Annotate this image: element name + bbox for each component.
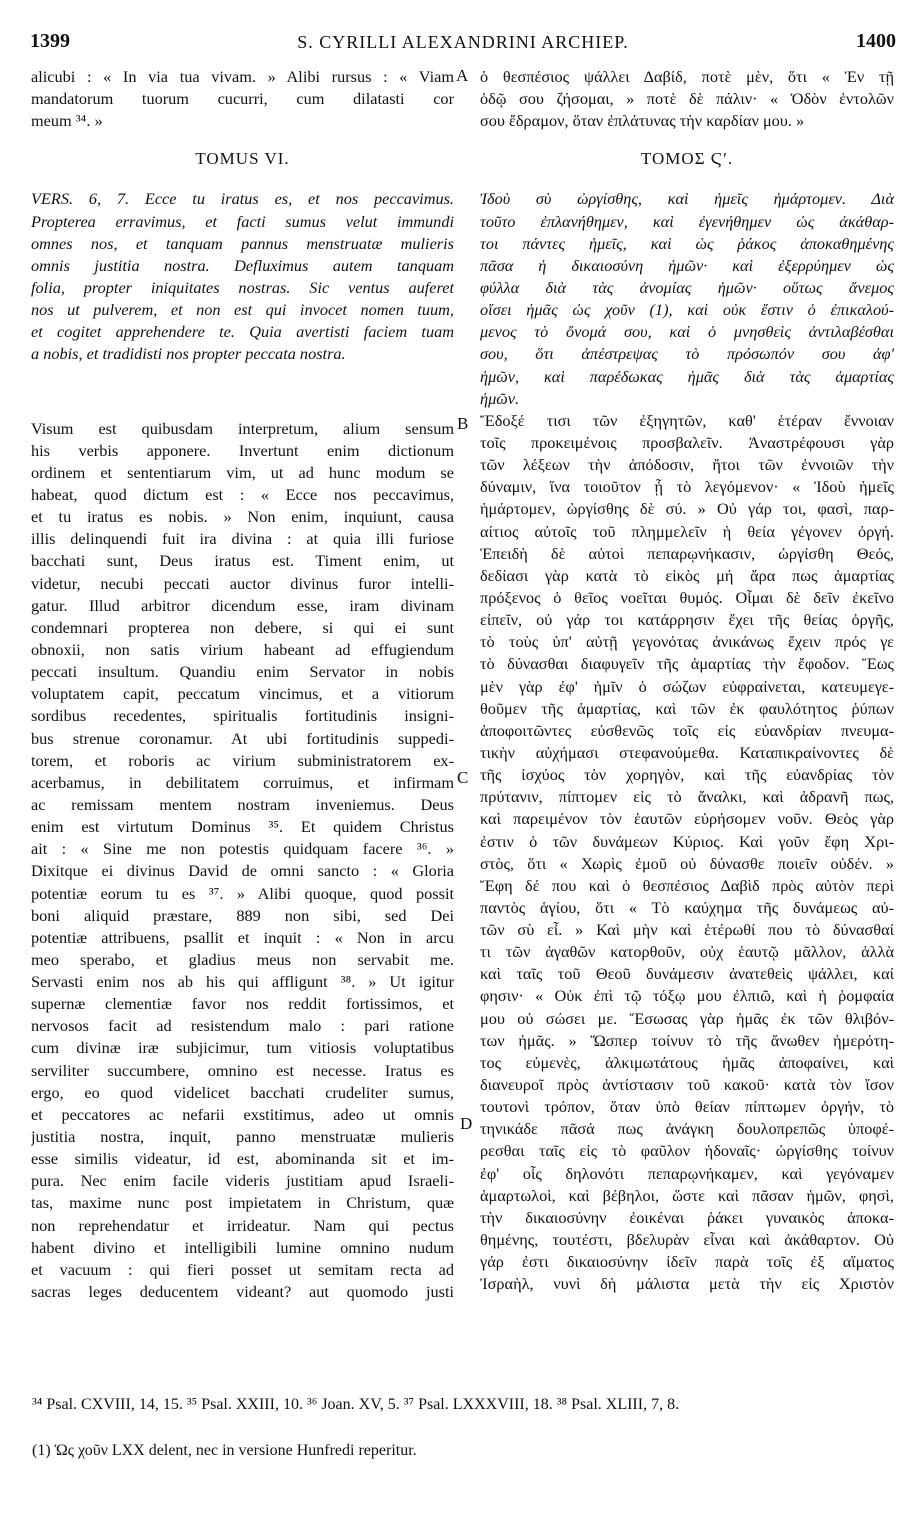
text-line: VERS. 6, 7. Ecce tu iratus es, et nos peccavimus. [31,189,454,209]
text-line: τοῖς προκειμένοις προσβαλεῖν. Ἀναστρέφουσι γὰρ [480,432,894,452]
latin-heading: TOMUS VI. [195,149,290,169]
text-line: folia, propter iniquitates nostras. Sic ventus auferet [31,277,454,297]
text-line: πρόξενος ὁ θεῖος νοεῖται θυμός. Οἶμαι δὲ δεῖν ἐκεῖνο [480,587,894,607]
text-line: non reprehendatur et irrideatur. Nam qui pectus [31,1215,454,1235]
section-marker-a: A [456,66,469,85]
text-line: δεδίασι γὰρ κατὰ τὸ εἰκὸς μή ἄρα πως ἁμαρτίας [480,565,894,585]
text-line: ἐφ' οἷς δηλονότι πεπαρῳνήκαμεν, καὶ γεγόναμεν [480,1163,894,1183]
text-line: et tu iratus es nobis. » Non enim, inquiunt, causa [31,507,454,527]
text-line: στὸς, ὅτι « Χωρὶς ἐμοῦ οὐ δύνασθε ποιεῖν οὐδέν. » [480,853,894,873]
text-line: ἁμαρτωλοὶ, καὶ βέβηλοι, ὥστε καὶ πᾶσαν ἡμῶν, φησὶ, [480,1185,894,1205]
text-line: habent divino et intelligibili lumine omnino nudum [31,1237,454,1257]
text-line: sordibus recedentes, spiritualis fortitudinis insigni- [31,706,454,726]
text-line: Dixitque ei divinus David de omni sancto : « Gloria [31,861,454,881]
text-line: μου οὐ σώσει με. Ἔσωσας γὰρ ἡμᾶς ἐκ τῶν θλιβόν- [480,1008,894,1028]
text-line: των ἡμᾶς. » Ὥσπερ τοίνυν τὸ τῆς ἄνωθεν ἡμερότη- [480,1030,894,1050]
text-line: sacras leges deducentem videant? aut quomodo justi [31,1282,454,1302]
text-line: et vacuum : qui fieri posset ut semitam recta ad [31,1259,454,1279]
section-marker-b: B [457,414,469,433]
text-line: καὶ παρειμένον τὸν ἑαυτῶν εὑρήσομεν νοῦν. Θεὸς γὰρ [480,809,894,829]
latin-column [31,66,454,1303]
text-line: τῆς ἰσχύος τὸν χορηγὸν, καὶ τῆς εὐανδρίας τὸν [480,765,894,785]
text-line: σου ἔδραμον, ὅταν ἐπλάτυνας τὴν καρδίαν μου. » [480,111,805,131]
text-line: justitia nostra, inquit, panno menstruatæ mulieris [31,1127,454,1147]
text-line: θημένης, τουτέστι, βδελυρὰν εἶναι καὶ ἀκάθαρτον. Οὐ [480,1230,894,1250]
text-line: σου, ὅτι ἀπέστρεψας τὸ πρόσωπόν σου ἀφ' [480,344,894,364]
text-line: torem, et roboris ac virium subministratorem ex- [31,750,454,770]
text-line: et cogitet apprehendere te. Quia avertisti faciem tuam [31,322,454,342]
text-line: omnis justitia nostra. Defluximus autem tanquam [31,255,454,275]
text-line: ait : « Sine me non potestis quidquam facere ³⁶. » [31,839,454,859]
text-line: ἐστιν ὁ τῶν δυνάμεων Κύριος. Καὶ γοῦν ἔφη Χρι- [480,831,894,851]
greek-heading: ΤΟΜΟΣ Ϛʹ. [640,149,734,169]
text-line: esse similis videatur, id est, abominanda sit et im- [31,1149,454,1169]
text-line: bacchati sunt, Deus iratus est. Timent enim, ut [31,551,454,571]
header-title: S. CYRILLI ALEXANDRINI ARCHIEP. [297,32,629,52]
text-line: obnoxii, non satis virium habeant ad effugiendum [31,639,454,659]
text-line: illis delinquendi fuit ira divina : at quia illi furiose [31,529,454,549]
text-line: meo sperabo, et gladius meus non servabit me. [31,949,454,969]
text-line: τι τῶν ἀγαθῶν κατορθοῦν, οὐχ ἑαυτῷ μᾶλλον, ἀλλὰ [480,942,894,962]
text-line: ἀποφοιτῶντες εὐσθενῶς τοῖς εἰς εὐανδρίαν πνευμα- [480,720,894,740]
text-line: ordinem et sententiarum vim, ut ad hunc modum se [31,462,454,482]
text-line: ρεσθαι ταῖς εἰς τὸ φαῦλον ἡδοναῖς· ὠργίσθης τοίνυν [480,1141,894,1161]
text-line: διανευροῖ πρὸς ἀντίστασιν τοῦ κακοῦ· κατὰ τὸν ἴσον [480,1075,894,1095]
latin-top-lines [31,66,454,132]
text-line: ἡμῶν. [480,388,520,408]
text-line: παντὸς ἁγίου, ὅτι « Τὸ καύχημα τῆς δυνάμεως αὐ- [480,897,894,917]
footnote: (1) Ὡς χοῦν LXX delent, nec in versione Hunfredi reperitur. [32,1442,417,1459]
text-line: supernæ clementiæ favor nos reddit fortissimos, et [31,994,454,1014]
text-line: acerbamus, in debilitatem corruimus, et infirmam [31,772,454,792]
text-line: μὲν γὰρ ἐφ' ἡμῖν ὁ σώζων εὐφραίνεται, κατευμεγε- [480,676,894,696]
text-line: habeat, quod dictum est : « Ecce nos peccavimus, [31,484,454,504]
text-line: Ἐπειδὴ δὲ αὐτοὶ πεπαρῳνήκασιν, ὠργίσθη Θεός, [480,543,894,563]
text-line: ergo, eo quod videlicet bacchati crudeliter sumus, [31,1082,454,1102]
text-line: omnes nos, et tanquam pannus menstruatæ mulieris [31,233,454,253]
text-line: τηνικάδε πᾶσά πως ἀνάγκη δουλοπρεπῶς ὑποφέ- [480,1119,894,1139]
text-line: θοῦμεν τῆς ἁμαρτίας, καὶ τῶν ἐκ φαυλότητος ῥύπων [480,698,894,718]
page-number-right: 1400 [856,30,896,52]
section-marker-c: C [457,768,469,787]
spacer [31,402,454,418]
text-line: πρύτανιν, πίπτομεν εἰς τὸ ἄναλκι, καὶ ἀδρανῆ πως, [480,787,894,807]
text-line: gatur. Illud arbitror dicendum esse, iram divinam [31,595,454,615]
text-line: τος εὐμενὲς, ἀλκιμωτάτους ἡμᾶς ἀποφαίνει, καὶ [480,1052,894,1072]
text-line: τὸ τοὺς ὑπ' αὐτῇ γεγονότας ἀνικάνως ἔχειν πρός γε [480,632,894,652]
text-line: videtur, necubi peccati auctor divinus furor intelli- [31,573,454,593]
text-line: τικὴν αὐχήμασι στεφανούμεθα. Καταπικραίνοντες δὲ [480,742,894,762]
text-line: et peccatores ac nefarii exstitimus, adeo ut omnis [31,1104,454,1124]
text-line: δύναμιν, ἵνα τοιοῦτον ᾖ τὸ λεγόμενον· « Ἰδοὺ ἡμεῖς [480,477,894,497]
text-line: alicubi : « In via tua vivam. » Alibi rursus : « Viam [31,67,454,86]
text-line: ὁδῷ σου ζήσομαι, » ποτὲ δὲ πάλιν· « Ὁδὸν ἐντολῶν [480,89,894,109]
text-line: a nobis, et tradidisti nos propter peccata nostra. [31,344,346,364]
text-line: enim est virtutum Dominus ³⁵. Et quidem Christus [31,817,454,837]
greek-column [480,66,894,1295]
latin-verse-text [31,188,454,365]
greek-commentary [480,410,894,1296]
text-line: Ἰσραὴλ, νυνὶ δὴ μάλιστα μετὰ τὴν εἰς Χριστὸν [480,1274,894,1294]
latin-commentary [31,418,454,1304]
text-line: bus strenue coronamur. At ubi fortitudinis suppedi- [31,728,454,748]
text-line: nervosos facit ad resistendum malo : pari ratione [31,1016,454,1036]
text-line: τοῦτο ἐπλανήθημεν, καὶ ἐγενήθημεν ὡς ἀκάθαρ- [480,211,894,231]
text-line: εἰπεῖν, οὐ γάρ τοι κατάρρησιν ἔχει τῆς θείας ὀργῆς, [480,610,894,630]
text-line: τῶν λέξεων τὴν ἀπόδοσιν, ἤτοι τῶν ἐννοιῶν τὴν [480,455,894,475]
text-line: peccati insultum. Quandiu enim Servator in nobis [31,662,454,682]
text-line: serviliter succumbere, omnino est necesse. Iratus es [31,1060,454,1080]
text-line: pura. Nec enim facile videris justitiam apud Israeli- [31,1171,454,1191]
text-line: μενος τὸ ὄνομά σου, καὶ ὁ μνησθεὶς ἀντιλαβέσθαι [480,322,894,342]
text-line: boni aliquid præstare, 889 non sibi, sed Dei [31,905,454,925]
text-line: Servasti enim nos ab his qui affligunt ³⁸. » Ut igitur [31,972,454,992]
text-line: τῶν σὺ εἶ. » Καὶ μὴν καὶ ἑτέρωθί που τὸ δύνασθαί [480,920,894,940]
text-line: οἴσει ἡμᾶς ὡς χοῦν (1), καὶ οὐκ ἔστιν ὁ ἐπικαλού- [480,300,894,320]
text-line: potentiæ eorum tu es ³⁷. » Alibi quoque, quod possit [31,883,454,903]
text-line: καὶ ταῖς τοῦ Θεοῦ δυνάμεσιν ἀνατεθεὶς ψάλλει, καί [480,964,894,984]
text-line: ὁ θεσπέσιος ψάλλει Δαβίδ, ποτὲ μὲν, ὅτι « Ἐν τῇ [480,67,894,86]
running-header [30,30,896,60]
text-line: Propterea erravimus, et facti sumus velut immundi [31,211,454,231]
text-line: his verbis apponere. Invertunt enim dictionum [31,440,454,460]
text-line: γάρ ἐστι δικαιοσύνην ἰδεῖν παρὰ τοῖς ἐξ αἵματος [480,1252,894,1272]
text-line: τοι πάντες ἡμεῖς, καὶ ὡς ῥάκος ἀποκαθημένης [480,233,894,253]
text-line: tas, maxime nunc post impietatem in Christum, quæ [31,1193,454,1213]
text-line: nos ut pulverem, et non est qui invocet nomen tuum, [31,300,454,320]
text-line: ac remissam mentem nostram inveniemus. Deus [31,794,454,814]
text-line: τὸ δύνασθαι διαφυγεῖν τῆς ἁμαρτίας τὴν ἔφοδον. Ἕως [480,654,894,674]
text-line: ἡμάρτομεν, ὠργίσθης δὲ σύ. » Οὐ γάρ τοι, φασὶ, παρ- [480,499,894,519]
greek-verse-text [480,188,894,409]
text-line: Visum est quibusdam interpretum, alium sensum [31,418,454,438]
text-line: mandatorum tuorum cucurri, cum dilatasti cor [31,89,454,109]
text-line: ἡμῶν, καὶ παρέδωκας ἡμᾶς διὰ τὰς ἁμαρτίας [480,366,894,386]
spacer [31,366,454,402]
text-line: condemnari propterea non debere, si qui ei sunt [31,617,454,637]
text-line: τουτονὶ τρόπον, ὅταν ὑπὸ θείαν πίπτωμεν ὀργήν, τὸ [480,1097,894,1117]
text-line: voluptatem capit, peccatum vincimus, et a vitiorum [31,684,454,704]
text-line: cum divinæ iræ subjicimur, tum vitiosis voluptatibus [31,1038,454,1058]
scripture-references: ³⁴ Psal. CXVIII, 14, 15. ³⁵ Psal. XXIII, 10. ³⁶ Joan. XV, 5. ³⁷ Psal. LXXXVIII, 18. ³⁸ Psal. XLIII, 7, 8. [32,1396,680,1413]
section-marker-d: D [460,1114,473,1133]
text-line: φύλλα διὰ τὰς ἀνομίας ἡμῶν· οὕτως ἄνεμος [480,277,894,297]
greek-top-lines [480,66,894,132]
text-line: meum ³⁴. » [31,111,103,131]
text-line: φησιν· « Οὐκ ἐπὶ τῷ τόξῳ μου ἐλπιῶ, καὶ ἡ ῥομφαία [480,986,894,1006]
text-line: τὴν δικαιοσύνην ἐοικέναι ῥάκει γυναικὸς ἀποκα- [480,1207,894,1227]
text-line: Ἔδοξέ τισι τῶν ἐξηγητῶν, καθ' ἑτέραν ἔννοιαν [480,410,894,430]
text-line: Ἔφη δέ που καὶ ὁ θεσπέσιος Δαβὶδ πρὸς αὐτὸν περὶ [480,875,894,895]
text-line: αίτιος αὐτοῖς τοῦ πλημμελεῖν ἡ θεία γέγονεν ὀργή. [480,521,894,541]
text-line: Ἰδοὺ σὺ ὠργίσθης, καὶ ἡμεῖς ἡμάρτομεν. Διὰ [480,189,894,209]
page-number-left: 1399 [30,30,70,52]
text-line: πᾶσα ἡ δικαιοσύνη ἡμῶν· καὶ ἐξερρύημεν ὡς [480,255,894,275]
text-line: potentiæ attribuens, psallit et inquit : « Non in arcu [31,927,454,947]
